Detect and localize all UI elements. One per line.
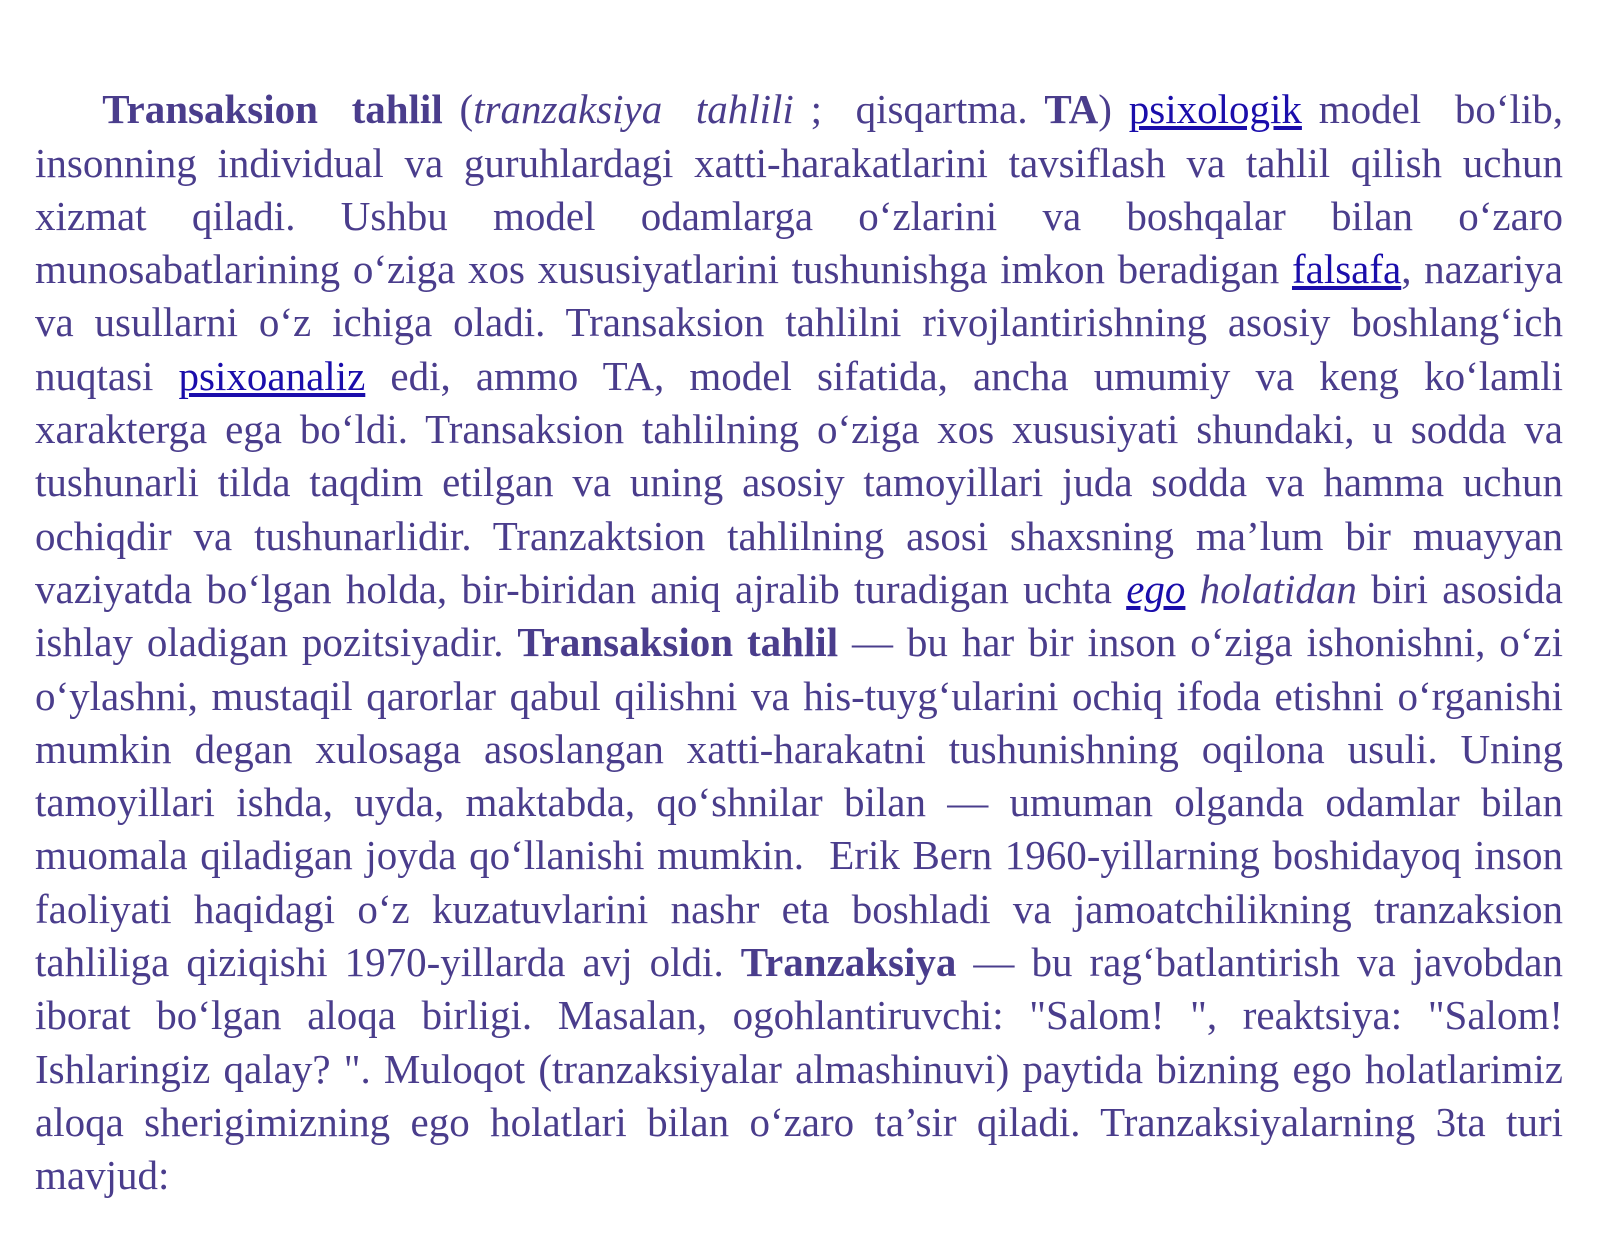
link-psixologik[interactable]: psixologik bbox=[1128, 86, 1302, 133]
document-page bbox=[35, 30, 1574, 1200]
term-tranzaksiya: Tranzaksiya bbox=[740, 939, 957, 986]
term-transaksion-tahlil: Transaksion tahlil bbox=[102, 86, 443, 133]
term-tranzaksiya-tahlili: tranzaksiya tahlili bbox=[473, 86, 794, 133]
text-run: biri asosida ishlay oladigan pozitsiyadir. bbox=[35, 565, 1574, 666]
text-run: model bo‘lib, insonning individual va guruhlardagi xatti-harakatlarini tavsiflash va tahlil qilish uchun xizmat qiladi. Ushbu model odamlarga o‘zlarini va boshqalar bilan o‘zaro munosabatlarining o‘ziga xos xususiyatlarini tushunishga imkon beradigan bbox=[35, 86, 1574, 293]
article-paragraph bbox=[35, 30, 1574, 1256]
term-holatidan: holatidan bbox=[1199, 565, 1357, 612]
text-run: edi, ammo TA, model sifatida, ancha umumiy va keng ko‘lamli xarakterga ega bo‘ldi. Transaksion tahlilning o‘ziga xos xususiyati shundaki, u sodda va tushunarli tilda taqdim etilgan va uning asosiy tamoyillari juda sodda va hamma uchun ochiqdir va tushunarlidir. Tranzaktsion tahlilning asosi shaxsning ma’lum bir muayyan vaziyatda bo‘lgan holda, bir-biridan aniq ajralib turadigan uchta bbox=[35, 352, 1574, 612]
text-run: — bu rag‘batlantirish va javobdan iborat bo‘lgan aloqa birligi. Masalan, ogohlantiruvchi: "Salom! ", reaktsiya: "Salom! Ishlaringiz qalay? ". Muloqot (tranzaksiyalar almashinuvi) paytida bizning ego holatlarimiz aloqa sherigimizning ego holatlari bilan o‘zaro ta’sir qiladi. Tranzaksiyalarning 3ta turi mavjud: bbox=[35, 939, 1574, 1199]
link-falsafa[interactable]: falsafa bbox=[1291, 246, 1402, 293]
text-run: ( bbox=[442, 86, 474, 133]
link-ego[interactable]: ego bbox=[1126, 565, 1186, 612]
text-run: ) bbox=[1098, 86, 1129, 133]
text-run: ; qisqartma. bbox=[793, 86, 1045, 133]
abbreviation-ta: TA bbox=[1044, 86, 1099, 133]
link-psixoanaliz[interactable]: psixoanaliz bbox=[178, 352, 366, 399]
text-run: , nazariya va usullarni o‘z ichiga oladi. Transaksion tahlilni rivojlantirishning asosiy boshlang‘ich nuqtasi bbox=[35, 246, 1574, 399]
text-run bbox=[1185, 566, 1199, 612]
text-run: — bu har bir inson o‘ziga ishonishni, o‘zi o‘ylashni, mustaqil qarorlar qabul qilishni va his-tuyg‘ularini ochiq ifoda etishni o‘rganishi mumkin degan xulosaga asoslangan xatti-harakatni tushunishning oqilona usuli. Uning tamoyillari ishda, uyda, maktabda, qo‘shnilar bilan — umuman olganda odamlar bilan muomala qiladigan joyda qo‘llanishi mumkin. Erik Bern 1960-yillarning boshidayoq inson faoliyati haqidagi o‘z kuzatuvlarini nashr eta boshladi va jamoatchilikning tranzaksion tahliliga qiziqishi 1970-yillarda avj oldi. bbox=[35, 619, 1574, 986]
term-transaksion-tahlil-2: Transaksion tahlil bbox=[517, 619, 839, 666]
